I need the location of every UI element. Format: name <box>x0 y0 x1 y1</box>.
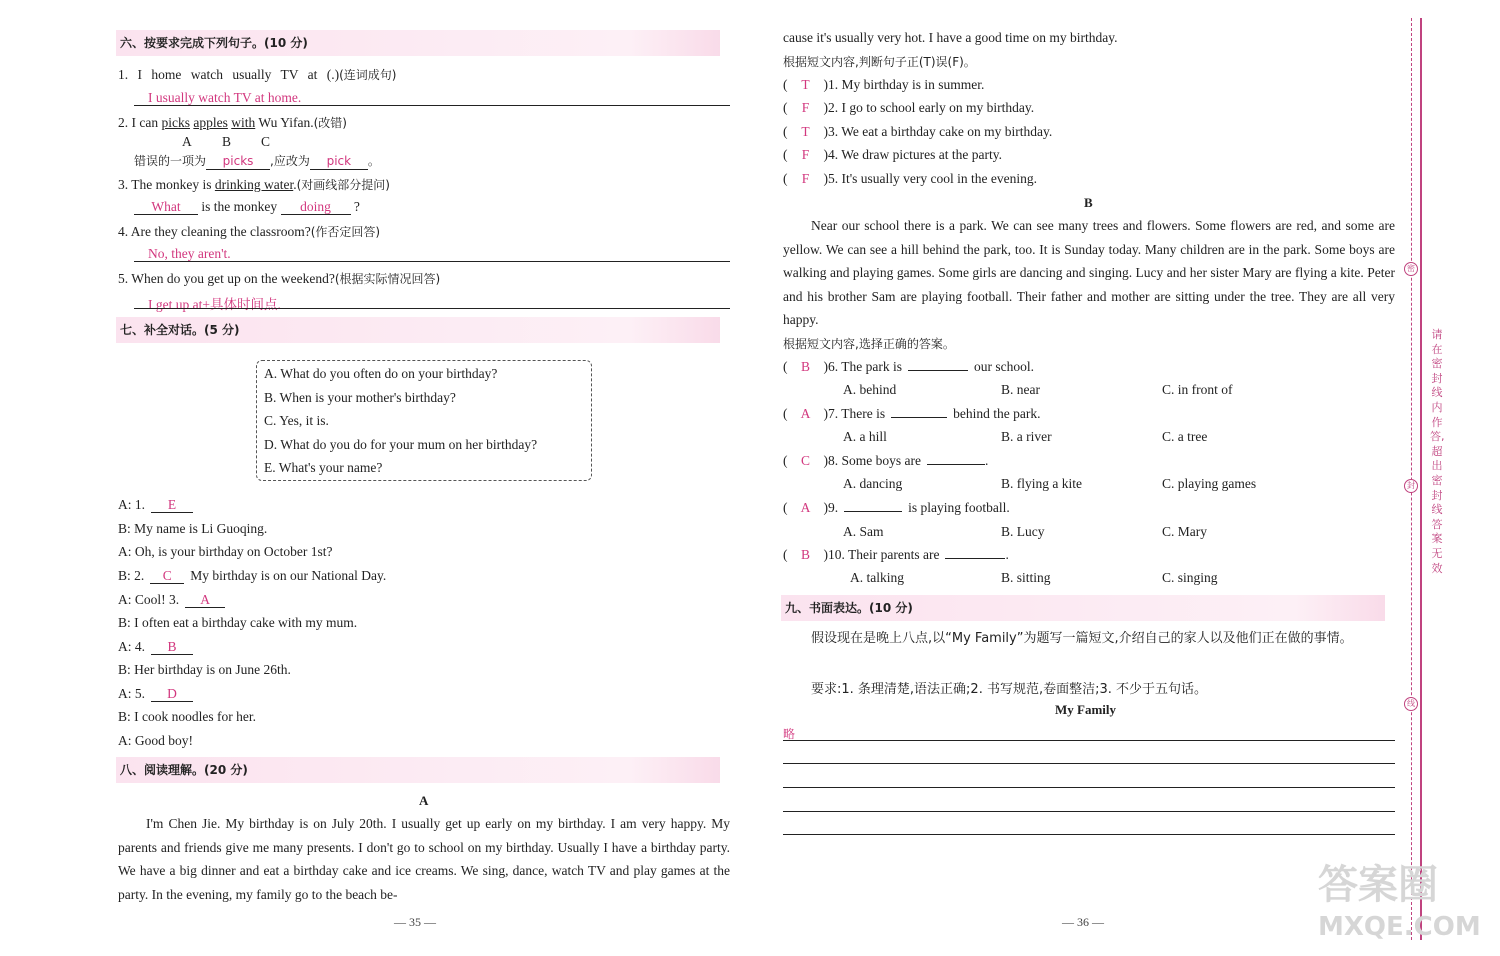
dialog-line-2: B: My name is Li Guoqing. <box>118 521 268 536</box>
section-8-header: 八、阅读理解。(20 分) <box>116 757 720 783</box>
seal-mark-1: 密 <box>1404 262 1418 276</box>
q3-post: . <box>293 177 297 192</box>
dialog-line-1 <box>118 497 193 513</box>
mc-6-option-a: A. behind <box>843 382 897 397</box>
q2-answer-wrong: picks <box>206 154 270 170</box>
dialog-answer-4: B <box>151 639 193 655</box>
writing-prompt <box>783 627 1395 651</box>
q2-word-b: apples <box>193 115 228 130</box>
tf-text-1: )1. My birthday is in summer. <box>823 77 985 92</box>
passage-b <box>783 214 1395 332</box>
q2-pre: 2. I can <box>118 115 159 130</box>
dialog-line-6: B: I often eat a birthday cake with my mum. <box>118 615 358 630</box>
q3-mid: is the monkey <box>201 199 278 214</box>
option-a: A. What do you often do on your birthday? <box>264 366 498 381</box>
section-6-header: 六、按要求完成下列句子。(10 分) <box>116 30 720 56</box>
writing-line-3 <box>783 787 1395 788</box>
mc-answer-9: A <box>800 500 811 515</box>
mc-question-7: )7. There is <box>823 406 886 421</box>
dialog-answer-2: C <box>150 568 184 584</box>
seal-line-solid <box>1420 18 1422 940</box>
writing-line-4 <box>783 811 1395 812</box>
mc-9-option-b: B. Lucy <box>1001 524 1045 539</box>
tf-text-3: )3. We eat a birthday cake on my birthday. <box>823 124 1053 139</box>
q1-answer: I usually watch TV at home. <box>148 90 302 105</box>
mc-10-option-c: C. singing <box>1162 570 1218 585</box>
watermark-line1: 答案圈 <box>1318 862 1438 908</box>
mc-7-option-b: B. a river <box>1001 429 1052 444</box>
q4-question: 4. Are they cleaning the classroom? <box>118 224 311 239</box>
mc-question-7-post: behind the park. <box>953 406 1041 421</box>
seal-notice-vertical: 请在密封线内作答,超出密封线答案无效 <box>1430 328 1445 575</box>
tf-text-5: )5. It's usually very cool in the evening. <box>823 171 1038 186</box>
writing-title: My Family <box>1055 702 1117 717</box>
tf-answer-5: F <box>801 171 810 186</box>
q2-line2-end: 。 <box>367 154 380 168</box>
tf-item-1: ( T )1. My birthday is in summer. <box>783 77 985 92</box>
writing-line-2 <box>783 763 1395 764</box>
mc-8-option-b: B. flying a kite <box>1001 476 1082 491</box>
dialog-answer-1: E <box>151 497 193 513</box>
mc-item-6: ( B )6. The park is our school. <box>783 359 1034 374</box>
q5-question: 5. When do you get up on the weekend? <box>118 271 335 286</box>
passage-a-continued: cause it's usually very hot. I have a good time on my birthday. <box>783 30 1118 45</box>
page-number-right: — 36 — <box>1062 915 1104 929</box>
dialog-line-10: B: I cook noodles for her. <box>118 709 256 724</box>
q3-text <box>118 176 390 193</box>
mc-7-option-a: A. a hill <box>843 429 887 444</box>
dialog-line-1-text: A: 1. <box>118 497 145 512</box>
q2-label-a: A <box>182 134 192 149</box>
mc-10-option-a: A. talking <box>850 570 904 585</box>
mc-question-6: )6. The park is <box>823 359 902 374</box>
mc-instruction: 根据短文内容,选择正确的答案。 <box>783 337 955 351</box>
q2-line2-pre: 错误的一项为 <box>134 154 207 168</box>
passage-a <box>118 812 730 906</box>
q2-correction <box>134 152 380 170</box>
mc-9-option-c: C. Mary <box>1162 524 1207 539</box>
dialog-line-7-text: A: 4. <box>118 639 145 654</box>
q3-answer-row <box>134 199 360 215</box>
q2-word-a: picks <box>161 115 190 130</box>
q4-hint: (作否定回答) <box>310 225 381 239</box>
writing-line-1 <box>783 740 1395 741</box>
section-9-header: 九、书面表达。(10 分) <box>781 595 1385 621</box>
q2-answer-fix: pick <box>310 154 368 170</box>
mc-9-option-a: A. Sam <box>843 524 884 539</box>
q2-label-b: B <box>222 134 232 149</box>
q3-answer-1: What <box>134 199 198 215</box>
q3-hint: (对画线部分提问) <box>296 178 390 192</box>
q4-answer: No, they aren't. <box>148 246 231 261</box>
dialog-line-3: A: Oh, is your birthday on October 1st? <box>118 544 333 559</box>
tf-item-5: ( F )5. It's usually very cool in the evening. <box>783 171 1038 186</box>
mc-10-option-b: B. sitting <box>1001 570 1051 585</box>
tf-item-3: ( T )3. We eat a birthday cake on my birthday. <box>783 124 1053 139</box>
dialog-answer-5: D <box>151 686 193 702</box>
q1-words: 1. I home watch usually TV at (.) <box>118 67 340 82</box>
mc-answer-10: B <box>800 547 810 562</box>
mc-8-option-a: A. dancing <box>843 476 903 491</box>
dialog-line-11: A: Good boy! <box>118 733 193 748</box>
q1-hint: (连词成句) <box>339 68 397 82</box>
passage-b-text: Near our school there is a park. We can see many trees and flowers. Some flowers are red, and some are yellow. We can see a hill behind the park, too. It is Sunday today. Many children are in the park. Some boys are walking and playing games. Some girls are dancing and singing. Lucy and her sister Mary are flying a kite. Peter and his brother Sam are playing football. Their father and mother are sitting under the tree. They are all very happy. <box>783 218 1395 327</box>
mc-item-9: ( A )9. is playing football. <box>783 500 1010 515</box>
mc-answer-7: A <box>800 406 811 421</box>
dialog-line-5 <box>118 592 225 608</box>
q3-underlined: drinking water <box>214 177 294 192</box>
q1-answer-line <box>134 105 730 106</box>
q3-pre: 3. The monkey is <box>118 177 212 192</box>
page-number-left: — 35 — <box>394 915 436 929</box>
dialog-line-7 <box>118 639 193 655</box>
q1-text <box>118 66 396 83</box>
option-e: E. What's your name? <box>264 460 383 475</box>
mc-question-8: )8. Some boys are <box>823 453 921 468</box>
mc-question-8-post: . <box>984 453 989 468</box>
writing-answer: 略 <box>783 727 796 741</box>
seal-mark-2: 封 <box>1404 479 1418 493</box>
mc-6-option-c: C. in front of <box>1162 382 1233 397</box>
dialog-line-9-text: A: 5. <box>118 686 145 701</box>
mc-answer-6: B <box>800 359 810 374</box>
tf-instruction: 根据短文内容,判断句子正(T)误(F)。 <box>783 55 976 69</box>
passage-b-title: B <box>1084 195 1093 210</box>
dialog-line-4-post: My birthday is on our National Day. <box>190 568 387 583</box>
mc-item-7: ( A )7. There is behind the park. <box>783 406 1041 421</box>
tf-text-4: )4. We draw pictures at the party. <box>823 147 1002 162</box>
mc-6-option-b: B. near <box>1001 382 1040 397</box>
q5-text <box>118 270 440 287</box>
mc-8-option-c: C. playing games <box>1162 476 1257 491</box>
option-d: D. What do you do for your mum on her birthday? <box>264 437 538 452</box>
q2-post: Wu Yifan. <box>258 115 314 130</box>
writing-prompt-text: 假设现在是晚上八点,以“My Family”为题写一篇短文,介绍自己的家人以及他们正在做的事情。 <box>811 631 1353 646</box>
tf-answer-4: F <box>801 147 810 162</box>
passage-a-text: I'm Chen Jie. My birthday is on July 20th. I usually get up early on my birthday. I am very happy. My parents and friends give me many presents. I don't go to school on my birthday. Usually I have a birthday party. We have a big dinner and eat a birthday cake and ice creams. We sing, dance, watch TV and play games at the party. In the evening, my family go to the beach be- <box>118 816 730 902</box>
mc-question-10-post: . <box>1005 547 1009 562</box>
dialog-answer-3: A <box>185 592 225 608</box>
tf-answer-3: T <box>801 124 810 139</box>
watermark-line2: MXQE.COM <box>1318 912 1481 942</box>
q3-end: ? <box>353 199 360 214</box>
option-b: B. When is your mother's birthday? <box>264 390 456 405</box>
tf-item-4: ( F )4. We draw pictures at the party. <box>783 147 1002 162</box>
mc-question-6-post: our school. <box>973 359 1034 374</box>
dialog-line-4-text: B: 2. <box>118 568 145 583</box>
dialog-line-9 <box>118 686 193 702</box>
mc-answer-8: C <box>800 453 810 468</box>
dialog-line-5-text: A: Cool! 3. <box>118 592 180 607</box>
mc-question-9: )9. <box>823 500 839 515</box>
passage-a-title: A <box>419 793 429 808</box>
mc-question-9-post: is playing football. <box>908 500 1010 515</box>
writing-requirements: 要求:1. 条理清楚,语法正确;2. 书写规范,卷面整洁;3. 不少于五句话。 <box>811 682 1208 697</box>
q3-answer-2: doing <box>281 199 351 215</box>
tf-answer-1: T <box>801 77 810 92</box>
q4-text <box>118 223 380 240</box>
q2-line2-mid: ,应改为 <box>270 154 310 168</box>
q2-hint: (改错) <box>313 116 347 130</box>
option-c: C. Yes, it is. <box>264 413 329 428</box>
watermark-logo <box>1318 862 1481 944</box>
q5-answer-line <box>134 308 730 309</box>
section-7-header: 七、补全对话。(5 分) <box>116 317 720 343</box>
mc-7-option-c: C. a tree <box>1162 429 1208 444</box>
tf-text-2: )2. I go to school early on my birthday. <box>823 100 1035 115</box>
q2-word-c: with <box>231 115 256 130</box>
tf-answer-2: F <box>801 100 810 115</box>
mc-item-8: ( C )8. Some boys are . <box>783 453 989 468</box>
q4-answer-line <box>134 261 730 262</box>
q2-text <box>118 114 347 131</box>
tf-item-2: ( F )2. I go to school early on my birthday. <box>783 100 1035 115</box>
q5-hint: (根据实际情况回答) <box>334 272 441 286</box>
dialog-line-4 <box>118 568 386 584</box>
q5-answer: I get up at+具体时间点. <box>148 297 281 312</box>
writing-line-5 <box>783 834 1395 835</box>
seal-mark-3: 线 <box>1404 697 1418 711</box>
mc-item-10: ( B )10. Their parents are . <box>783 547 1009 562</box>
mc-question-10: )10. Their parents are <box>823 547 940 562</box>
q2-label-c: C <box>261 134 271 149</box>
dialog-line-8: B: Her birthday is on June 26th. <box>118 662 291 677</box>
